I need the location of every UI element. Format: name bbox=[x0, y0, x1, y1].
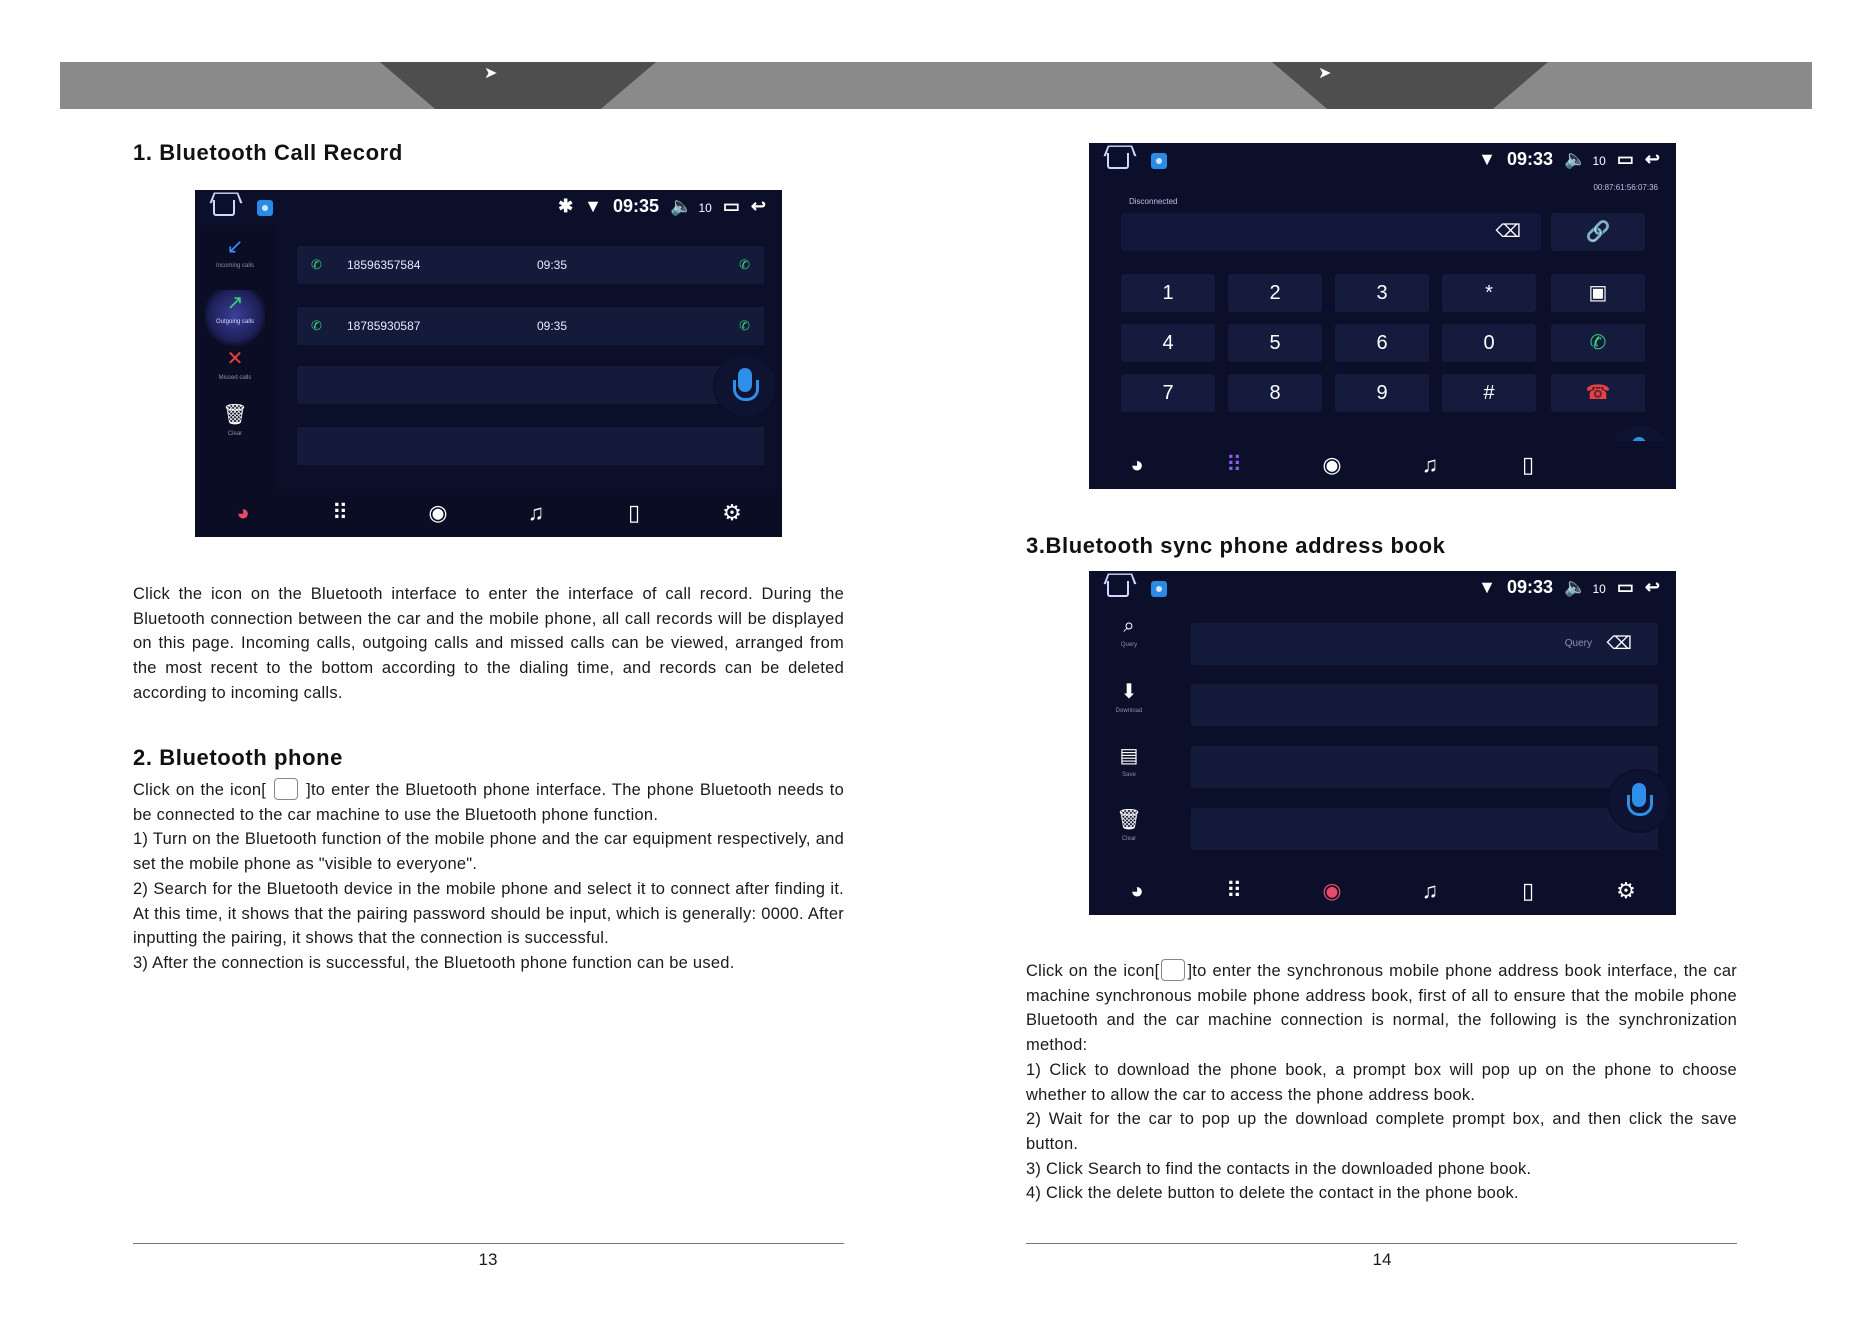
section3-step: 4) Click the delete button to delete the contact in the phone book. bbox=[1026, 1184, 1519, 1203]
dial-key: # bbox=[1442, 374, 1536, 412]
phone-device-icon: ▯ bbox=[1521, 878, 1535, 903]
contact-row bbox=[1191, 746, 1658, 788]
home-icon bbox=[213, 200, 235, 216]
bluetooth-icon: ✱ bbox=[558, 196, 574, 216]
status-bar bbox=[1089, 143, 1676, 179]
status-right bbox=[552, 196, 766, 217]
phone-icon: ✆ bbox=[739, 257, 750, 272]
connection-status: Disconnected bbox=[1129, 197, 1178, 206]
header-arrow-icon: ➤ bbox=[484, 65, 498, 82]
address-book-screenshot bbox=[1089, 571, 1676, 915]
call-button: ✆ bbox=[1551, 324, 1645, 362]
phone-device-icon: ▯ bbox=[627, 500, 641, 525]
call-row bbox=[297, 307, 764, 345]
home-icon bbox=[1107, 581, 1129, 597]
contact-row bbox=[1191, 808, 1658, 850]
call-time: 09:35 bbox=[537, 258, 568, 272]
dialpad-icon: ⠿ bbox=[1225, 878, 1243, 903]
window-icon: ▭ bbox=[722, 196, 740, 216]
section3-title: 3.Bluetooth sync phone address book bbox=[1026, 533, 1446, 558]
save-tab: ▤ Save bbox=[1119, 745, 1139, 778]
volume-icon: 🔈 bbox=[1564, 577, 1587, 597]
section2-intro: Click on the icon[ ]to enter the Bluetooth phone interface. The phone Bluetooth needs to be connected to the car machine to use the Bluetooth phone function. bbox=[133, 778, 844, 827]
header-tab-left bbox=[380, 62, 656, 109]
section3-body bbox=[1026, 959, 1737, 1206]
section2-step: 2) Search for the Bluetooth device in the mobile phone and select it to connect after finding it. At this time, it shows that the pairing password should be input, which is generally: 0000. After inputting the pairing, it shows that the connection is successful. bbox=[133, 879, 844, 948]
settings-icon: ⚙ bbox=[1616, 878, 1636, 903]
window-icon: ▭ bbox=[1616, 577, 1634, 597]
dial-key: 7 bbox=[1121, 374, 1215, 412]
microphone-icon bbox=[715, 356, 775, 416]
transfer-audio-button: ▣ bbox=[1551, 274, 1645, 312]
status-bar bbox=[195, 190, 782, 226]
incoming-calls-tab: ↙ Incoming calls bbox=[215, 236, 254, 269]
section2-step: 3) After the connection is successful, the Bluetooth phone function can be used. bbox=[133, 953, 735, 972]
wifi-icon: ▼ bbox=[1478, 149, 1496, 169]
page-number: 14 bbox=[1372, 1250, 1392, 1269]
app-icon bbox=[1151, 581, 1167, 597]
phone-icon: ✆ bbox=[739, 318, 750, 333]
dock bbox=[1089, 441, 1676, 489]
number-input bbox=[1121, 213, 1541, 251]
call-sidebar bbox=[195, 226, 275, 489]
outgoing-calls-tab: ↗ Outgoing calls bbox=[205, 290, 265, 346]
status-right bbox=[1472, 577, 1660, 598]
music-icon: ♫ bbox=[1421, 452, 1439, 477]
window-icon: ▭ bbox=[1616, 149, 1634, 169]
microphone-icon bbox=[1609, 771, 1669, 831]
address-sidebar bbox=[1089, 607, 1169, 867]
section1-title: 1. Bluetooth Call Record bbox=[133, 140, 403, 165]
contact-row bbox=[1191, 684, 1658, 726]
dock bbox=[1089, 867, 1676, 915]
clock-icon: ◕ bbox=[236, 500, 250, 525]
dialpad-screenshot bbox=[1089, 143, 1676, 489]
dial-key: 4 bbox=[1121, 324, 1215, 362]
dial-key: 0 bbox=[1442, 324, 1536, 362]
header-tab-right bbox=[1272, 62, 1548, 109]
backspace-icon: ⌫ bbox=[1606, 633, 1632, 653]
clock: 09:35 bbox=[613, 196, 660, 216]
footer-rule bbox=[133, 1243, 844, 1244]
dial-key: 3 bbox=[1335, 274, 1429, 312]
missed-calls-tab: ✕ Missed calls bbox=[218, 348, 252, 381]
query-row bbox=[1191, 623, 1658, 665]
call-row bbox=[297, 427, 764, 465]
section2-body bbox=[133, 778, 844, 976]
status-right bbox=[1472, 149, 1660, 170]
query-tab: ⌕ Query bbox=[1120, 615, 1138, 648]
header-band-right bbox=[936, 62, 1812, 109]
clock-icon: ◕ bbox=[1130, 878, 1144, 903]
phone-icon: ✆ bbox=[311, 318, 322, 333]
home-icon bbox=[1107, 153, 1129, 169]
call-time: 09:35 bbox=[537, 319, 568, 333]
clock-icon: ◕ bbox=[1130, 452, 1144, 477]
wifi-icon: ▼ bbox=[1478, 577, 1496, 597]
clock: 09:33 bbox=[1507, 149, 1554, 169]
music-icon: ♫ bbox=[527, 500, 545, 525]
backspace-icon: ⌫ bbox=[1495, 221, 1521, 241]
volume-level: 10 bbox=[1592, 582, 1606, 596]
volume-icon: 🔈 bbox=[1564, 149, 1587, 169]
back-icon: ↩ bbox=[1644, 149, 1660, 169]
clock: 09:33 bbox=[1507, 577, 1554, 597]
call-number: 18785930587 bbox=[347, 319, 421, 333]
section2-step: 1) Turn on the Bluetooth function of the mobile phone and the car equipment respectively, and set the mobile phone as "visible to everyone". bbox=[133, 830, 844, 874]
dial-key: 5 bbox=[1228, 324, 1322, 362]
address-book-icon-placeholder bbox=[1161, 959, 1185, 981]
section1-paragraph: Click the icon on the Bluetooth interface to enter the interface of call record. During the Bluetooth connection between the car and the mobile phone, all call records will be displayed on this page. Incoming calls, outgoing calls and missed calls can be viewed, arranged from the most recent to the bottom according to the dialing time, and records can be deleted according to incoming calls. bbox=[133, 585, 844, 702]
call-record-screenshot bbox=[195, 190, 782, 537]
volume-icon: 🔈 bbox=[670, 196, 693, 216]
clear-tab: 🗑 Clear bbox=[1116, 809, 1142, 842]
section3-intro: Click on the icon[ ]to enter the synchronous mobile phone address book interface, the car machine synchronous mobile phone address book, first of all to ensure that the mobile phone Bluetooth and the car machine connection is normal, the following is the synchronization method: bbox=[1026, 959, 1737, 1058]
dock bbox=[195, 489, 782, 537]
dial-key: 2 bbox=[1228, 274, 1322, 312]
app-icon bbox=[257, 200, 273, 216]
dial-key: 1 bbox=[1121, 274, 1215, 312]
section2-title: 2. Bluetooth phone bbox=[133, 745, 344, 770]
device-address: 00:87:61:56:07:36 bbox=[1593, 183, 1658, 192]
status-bar bbox=[1089, 571, 1676, 607]
dial-key: * bbox=[1442, 274, 1536, 312]
contacts-icon: ◉ bbox=[1322, 878, 1342, 903]
settings-icon: ⚙ bbox=[722, 500, 742, 525]
volume-level: 10 bbox=[698, 201, 712, 215]
clear-tab: 🗑 Clear bbox=[222, 404, 248, 437]
contacts-icon: ◉ bbox=[1322, 452, 1342, 477]
contacts-icon: ◉ bbox=[428, 500, 448, 525]
header-arrow-icon: ➤ bbox=[1318, 65, 1332, 82]
section3-step: 2) Wait for the car to pop up the download complete prompt box, and then click the save button. bbox=[1026, 1110, 1737, 1153]
link-button: 🔗 bbox=[1551, 213, 1645, 251]
wifi-icon: ▼ bbox=[584, 196, 602, 216]
volume-level: 10 bbox=[1592, 154, 1606, 168]
hangup-button: ☎ bbox=[1551, 374, 1645, 412]
download-tab: ⬇ Download bbox=[1115, 681, 1143, 714]
header-band-left bbox=[60, 62, 936, 109]
section3-step: 1) Click to download the phone book, a prompt box will pop up on the phone to choose whether to allow the car to access the phone address book. bbox=[1026, 1060, 1737, 1104]
phone-device-icon: ▯ bbox=[1521, 452, 1535, 477]
back-icon: ↩ bbox=[1644, 577, 1660, 597]
query-placeholder: Query bbox=[1564, 638, 1592, 649]
call-row bbox=[297, 366, 764, 404]
page-number: 13 bbox=[478, 1250, 498, 1269]
bluetooth-phone-icon-placeholder bbox=[274, 778, 298, 800]
footer-rule bbox=[1026, 1243, 1737, 1244]
section3-step: 3) Click Search to find the contacts in the downloaded phone book. bbox=[1026, 1159, 1532, 1178]
dial-key: 6 bbox=[1335, 324, 1429, 362]
dial-key: 9 bbox=[1335, 374, 1429, 412]
back-icon: ↩ bbox=[750, 196, 766, 216]
dial-key: 8 bbox=[1228, 374, 1322, 412]
app-icon bbox=[1151, 153, 1167, 169]
phone-icon: ✆ bbox=[311, 257, 322, 272]
dialpad-icon: ⠿ bbox=[331, 500, 349, 525]
dialpad-icon: ⠿ bbox=[1225, 452, 1243, 477]
call-number: 18596357584 bbox=[347, 258, 421, 272]
music-icon: ♫ bbox=[1421, 878, 1439, 903]
call-row bbox=[297, 246, 764, 284]
